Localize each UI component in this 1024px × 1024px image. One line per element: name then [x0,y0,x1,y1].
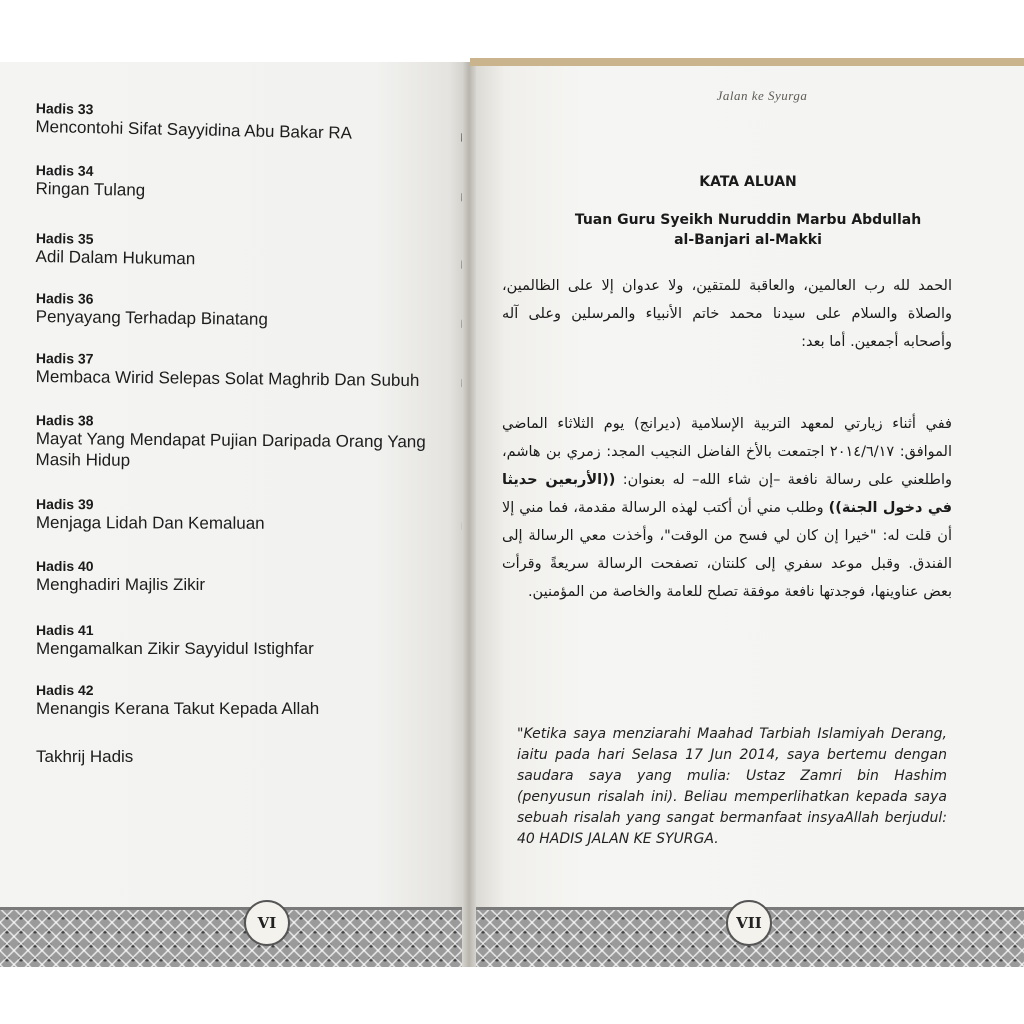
background-strip [470,58,1024,66]
hadis-number: Hadis 41 [36,622,94,638]
arabic-text: ففي أثناء زيارتي لمعهد التربية الإسلامية (ديرانج) يوم الثلاثاء الماضي الموافق: ٢٠١٤/٦/١٧ اجتمعت بالأخ الفاضل النجيب المجد: زمري بن هاشم، واطلعني على رسالة نافعة –إن شاء الله– له بعنوان: [502,416,952,488]
hadis-number: Hadis 34 [35,162,94,179]
hadis-number: Hadis 38 [35,412,94,429]
arabic-opening-paragraph [502,272,952,356]
hadis-number: Hadis 33 [35,100,94,118]
author-line-2: al-Banjari al-Makki [674,232,822,248]
toc-entry-hadis-35 [35,230,465,273]
arabic-text: الحمد لله رب العالمين، والعاقبة للمتقين، ولا عدوان إلا على الظالمين، والصلاة والسلام على سيدنا محمد خاتم الأنبياء والمرسلين وعلى آله وأصحابه أجمعين. أما بعد: [502,278,952,350]
left-page [0,62,468,967]
toc-entry-hadis-40 [36,558,466,595]
toc-entry-hadis-34 [35,162,466,206]
hadis-title-continued: Masih Hidup [35,449,131,470]
toc-entry-hadis-39 [36,496,466,535]
arabic-main-paragraph [502,410,952,606]
hadis-title: Ringan Tulang [35,178,146,200]
toc-entry-takhrij [36,746,466,767]
hadis-number: Hadis 42 [36,682,94,698]
hadis-number: Hadis 37 [35,350,94,367]
toc-entry-hadis-41 [36,622,466,659]
toc-entry-hadis-37 [36,350,466,392]
hadis-title: Menangis Kerana Takut Kepada Allah [36,699,320,718]
book-gutter [462,62,476,967]
arabic-book-title: ((الأربعين حديثا في دخول الجنة)) [502,472,952,516]
toc-entry-hadis-38 [35,412,465,474]
takhrij-title: Takhrij Hadis [36,747,134,766]
hadis-title: Menghadiri Majlis Zikir [36,575,206,594]
hadis-number: Hadis 40 [36,558,94,574]
toc-entry-hadis-33 [35,100,466,146]
hadis-title: Menjaga Lidah Dan Kemaluan [35,512,265,533]
hadis-number: Hadis 35 [35,230,94,247]
hadis-title: Penyayang Terhadap Binatang [35,306,268,329]
hadis-number: Hadis 39 [35,496,94,513]
malay-translation-quote: "Ketika saya menziarahi Maahad Tarbiah Islamiyah Derang, iaitu pada hari Selasa 17 Jun 2014, saya bertemu dengan saudara saya yang mulia: Ustaz Zamri bin Hashim (penyusun risalah ini). Beliau memperlihatkan kepada saya sebuah risalah yang sangat bermanfaat insyaAllah berjudul: 40 HADIS JALAN KE SYURGA. [517,726,947,847]
hadis-title: Adil Dalam Hukuman [35,246,196,269]
arabic-text-continued: وطلب مني أن أكتب لهذه الرسالة مقدمة، فما مني إلا أن قلت له: "خيرا إن كان لي فسح من الوقت"، وأخذت معي الرسالة إلى الفندق. وقبل موعد سفري إلى كلنتان، تصفحت الرسالة سريعةً وقرأت بعض عناوينها، فوجدتها نافعة موفقة تصلح للعامة والخاصة من المؤمنين. [502,500,952,600]
footer-ornament-left [0,910,462,967]
hadis-title: Mayat Yang Mendapat Pujian Daripada Orang Yang [35,428,426,452]
hadis-title: Mencontohi Sifat Sayyidina Abu Bakar RA [35,116,353,143]
open-book [0,62,1024,967]
running-head: Jalan ke Syurga [716,88,808,103]
hadis-title: Mengamalkan Zikir Sayyidul Istighfar [36,639,314,658]
toc-entry-hadis-42 [36,682,466,719]
author-line-1: Tuan Guru Syeikh Nuruddin Marbu Abdullah [574,212,922,228]
toc-entry-hadis-36 [36,290,466,332]
section-title: KATA ALUAN [699,174,797,190]
hadis-number: Hadis 36 [35,290,94,307]
page-number-right: VII [726,900,772,946]
right-page [472,62,1024,967]
page-number-left: VI [244,900,290,946]
hadis-title: Membaca Wirid Selepas Solat Maghrib Dan Subuh [35,366,420,391]
